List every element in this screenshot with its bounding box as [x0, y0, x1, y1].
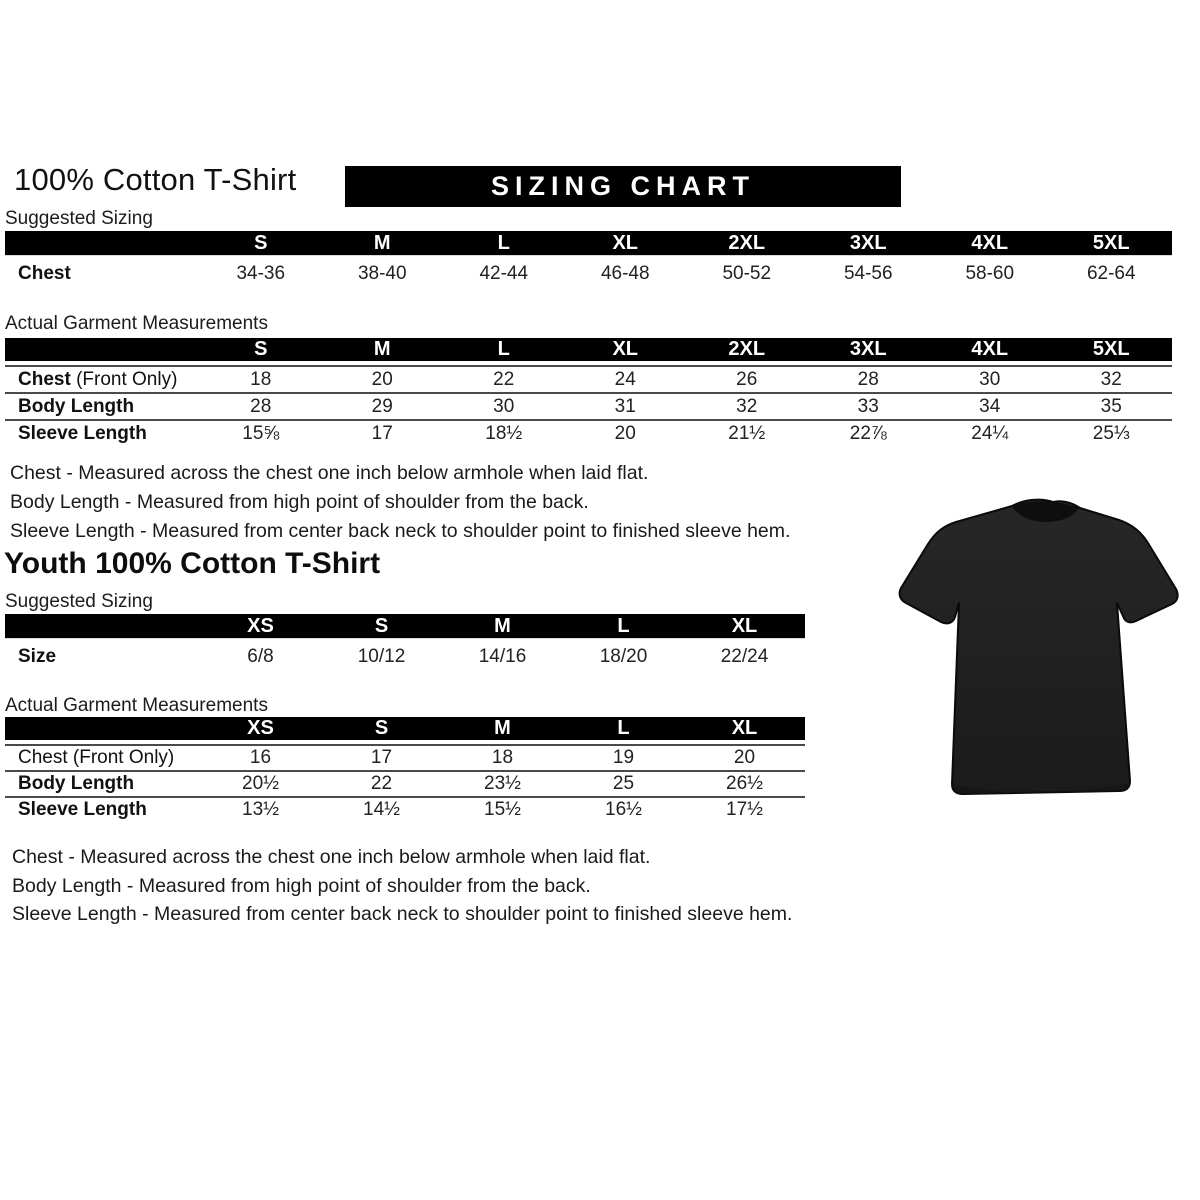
measurement-cell: 30 [929, 365, 1051, 392]
row-label: Body Length [5, 392, 200, 419]
measurement-cell: 28 [808, 365, 930, 392]
size-column-header: S [321, 614, 442, 638]
adult-measurement-notes [10, 459, 790, 546]
measurement-cell: 21½ [686, 419, 808, 446]
table-corner-cell [5, 338, 200, 365]
size-column-header: L [563, 717, 684, 744]
table-row [5, 638, 805, 675]
table-corner-cell [5, 231, 200, 255]
size-column-header: 4XL [929, 338, 1051, 365]
measurement-cell: 22 [321, 770, 442, 796]
table-row [5, 255, 1172, 292]
measurement-cell: 18½ [443, 419, 565, 446]
size-column-header: XL [684, 614, 805, 638]
measurement-cell: 6/8 [200, 638, 321, 675]
table-row [5, 770, 805, 796]
size-column-header: L [563, 614, 684, 638]
sizing-chart-banner: SIZING CHART [345, 166, 901, 207]
measurement-cell: 28 [200, 392, 322, 419]
measurement-cell: 22 [443, 365, 565, 392]
youth-section-title: Youth 100% Cotton T-Shirt [4, 547, 381, 580]
size-header-row [5, 338, 1172, 365]
measurement-cell: 29 [322, 392, 444, 419]
table-row [5, 796, 805, 822]
tshirt-body [900, 500, 1178, 794]
measurement-cell: 19 [563, 744, 684, 770]
note-sleeve-length: Sleeve Length - Measured from center back neck to shoulder point to finished sleeve hem. [12, 903, 793, 925]
measurement-cell: 15⅝ [200, 419, 322, 446]
size-column-header: S [200, 231, 322, 255]
size-column-header: M [442, 614, 563, 638]
adult-suggested-sizing-label: Suggested Sizing [5, 208, 153, 229]
measurement-cell: 13½ [200, 796, 321, 822]
youth-actual-measurements-label: Actual Garment Measurements [5, 695, 268, 716]
size-column-header: M [322, 231, 444, 255]
size-column-header: 2XL [686, 338, 808, 365]
youth-suggested-sizing-table [5, 614, 805, 675]
measurement-cell: 20 [684, 744, 805, 770]
measurement-cell: 16 [200, 744, 321, 770]
measurement-cell: 14½ [321, 796, 442, 822]
measurement-cell: 24¼ [929, 419, 1051, 446]
measurement-cell: 10/12 [321, 638, 442, 675]
size-column-header: XS [200, 717, 321, 744]
size-column-header: 5XL [1051, 338, 1173, 365]
size-header-row [5, 717, 805, 744]
measurement-cell: 20 [565, 419, 687, 446]
adult-actual-measurements-label: Actual Garment Measurements [5, 313, 268, 334]
note-chest: Chest - Measured across the chest one inch below armhole when laid flat. [10, 462, 649, 484]
note-chest: Chest - Measured across the chest one inch below armhole when laid flat. [12, 846, 651, 868]
note-sleeve-length: Sleeve Length - Measured from center back neck to shoulder point to finished sleeve hem. [10, 520, 791, 542]
size-column-header: XL [684, 717, 805, 744]
measurement-cell: 46-48 [565, 255, 687, 292]
row-label: Chest [5, 255, 200, 292]
measurement-cell: 17 [321, 744, 442, 770]
measurement-cell: 54-56 [808, 255, 930, 292]
row-label: Sleeve Length [5, 419, 200, 446]
size-column-header: 3XL [808, 231, 930, 255]
table-row [5, 365, 1172, 392]
size-column-header: S [200, 338, 322, 365]
table-corner-cell [5, 614, 200, 638]
measurement-cell: 20½ [200, 770, 321, 796]
size-column-header: XL [565, 338, 687, 365]
measurement-cell: 38-40 [322, 255, 444, 292]
adult-suggested-sizing-table [5, 231, 1172, 292]
measurement-cell: 25⅓ [1051, 419, 1173, 446]
note-body-length: Body Length - Measured from high point of shoulder from the back. [12, 874, 591, 897]
measurement-cell: 18 [200, 365, 322, 392]
adult-actual-measurements-table [5, 338, 1172, 446]
measurement-cell: 15½ [442, 796, 563, 822]
youth-actual-measurements-table [5, 717, 805, 822]
table-row [5, 392, 1172, 419]
row-label: Chest (Front Only) [5, 365, 200, 392]
measurement-cell: 20 [322, 365, 444, 392]
measurement-cell: 26 [686, 365, 808, 392]
measurement-cell: 32 [1051, 365, 1173, 392]
size-column-header: M [442, 717, 563, 744]
size-column-header: S [321, 717, 442, 744]
measurement-cell: 22⅞ [808, 419, 930, 446]
measurement-cell: 17½ [684, 796, 805, 822]
size-column-header: XL [565, 231, 687, 255]
table-corner-cell [5, 717, 200, 744]
measurement-cell: 26½ [684, 770, 805, 796]
table-row [5, 744, 805, 770]
tshirt-product-image [895, 495, 1183, 805]
measurement-cell: 18 [442, 744, 563, 770]
row-label: Sleeve Length [5, 796, 200, 822]
row-label: Body Length [5, 770, 200, 796]
table-row [5, 419, 1172, 446]
measurement-cell: 35 [1051, 392, 1173, 419]
measurement-cell: 42-44 [443, 255, 565, 292]
measurement-cell: 62-64 [1051, 255, 1173, 292]
measurement-cell: 17 [322, 419, 444, 446]
measurement-cell: 14/16 [442, 638, 563, 675]
row-label: Size [5, 638, 200, 675]
measurement-cell: 32 [686, 392, 808, 419]
size-column-header: 4XL [929, 231, 1051, 255]
measurement-cell: 25 [563, 770, 684, 796]
measurement-cell: 34-36 [200, 255, 322, 292]
measurement-cell: 18/20 [563, 638, 684, 675]
measurement-cell: 16½ [563, 796, 684, 822]
measurement-cell: 34 [929, 392, 1051, 419]
measurement-cell: 24 [565, 365, 687, 392]
size-column-header: L [443, 338, 565, 365]
measurement-cell: 33 [808, 392, 930, 419]
page-title: 100% Cotton T-Shirt [14, 162, 297, 197]
measurement-cell: 31 [565, 392, 687, 419]
note-body-length: Body Length - Measured from high point of shoulder from the back. [10, 491, 589, 513]
size-header-row [5, 231, 1172, 255]
size-column-header: 3XL [808, 338, 930, 365]
measurement-cell: 23½ [442, 770, 563, 796]
size-column-header: 2XL [686, 231, 808, 255]
youth-measurement-notes [12, 843, 792, 929]
size-header-row [5, 614, 805, 638]
measurement-cell: 50-52 [686, 255, 808, 292]
measurement-cell: 22/24 [684, 638, 805, 675]
row-label: Chest (Front Only) [5, 744, 200, 770]
measurement-cell: 58-60 [929, 255, 1051, 292]
measurement-cell: 30 [443, 392, 565, 419]
size-column-header: 5XL [1051, 231, 1173, 255]
size-column-header: L [443, 231, 565, 255]
youth-suggested-sizing-label: Suggested Sizing [5, 591, 153, 612]
size-column-header: XS [200, 614, 321, 638]
size-column-header: M [322, 338, 444, 365]
